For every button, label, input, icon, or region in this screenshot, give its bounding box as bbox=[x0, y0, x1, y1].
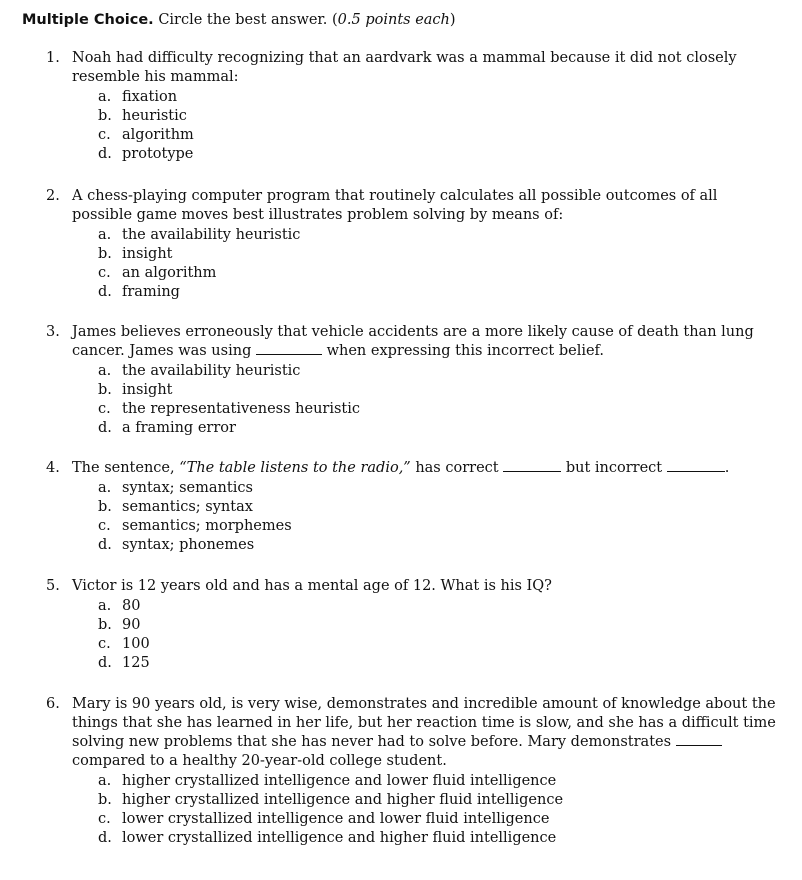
question-text: Victor is 12 years old and has a mental age of 12. What is his IQ? bbox=[72, 578, 552, 594]
option-c[interactable]: c. an algorithm bbox=[98, 265, 217, 281]
question-6 bbox=[46, 695, 786, 848]
option-a[interactable]: a. higher crystallized intelligence and lower fluid intelligence bbox=[98, 773, 557, 789]
option-b[interactable]: b. insight bbox=[98, 382, 173, 398]
answer-blank bbox=[256, 342, 322, 355]
question-number: 2. bbox=[46, 188, 60, 204]
option-b[interactable]: b. 90 bbox=[98, 617, 141, 633]
option-list bbox=[98, 772, 786, 848]
option-list bbox=[98, 362, 786, 438]
option-d[interactable]: d. syntax; phonemes bbox=[98, 537, 255, 553]
option-c[interactable]: c. algorithm bbox=[98, 127, 194, 143]
section-title: Multiple Choice. bbox=[22, 12, 154, 28]
question-text: A chess-playing computer program that routinely calculates all possible outcomes of all possible game moves best illustrates problem solving by means of: bbox=[72, 188, 718, 223]
option-list bbox=[98, 88, 786, 164]
answer-blank-2 bbox=[667, 459, 725, 472]
option-d[interactable]: d. framing bbox=[98, 284, 180, 300]
points-open: ( bbox=[332, 12, 338, 28]
question-1 bbox=[46, 49, 786, 164]
question-3 bbox=[46, 323, 786, 438]
points-note: 0.5 points each bbox=[337, 12, 450, 28]
option-c[interactable]: c. lower crystallized intelligence and lower fluid intelligence bbox=[98, 811, 550, 827]
question-number: 3. bbox=[46, 324, 60, 340]
option-list bbox=[98, 597, 786, 673]
section-header bbox=[22, 10, 456, 30]
option-a[interactable]: a. 80 bbox=[98, 598, 141, 614]
answer-blank-1 bbox=[503, 459, 561, 472]
question-number: 4. bbox=[46, 460, 60, 476]
option-a[interactable]: a. the availability heuristic bbox=[98, 363, 301, 379]
option-a[interactable]: a. the availability heuristic bbox=[98, 227, 301, 243]
question-text: Mary is 90 years old, is very wise, demonstrates and incredible amount of knowledge about the things that she has learned in her life, but her reaction time is slow, and she has a difficult time solving new problems that she has never had to solve before. Mary demonstrates compared to a healthy 20-year-old college student. bbox=[72, 696, 776, 769]
option-b[interactable]: b. higher crystallized intelligence and higher fluid intelligence bbox=[98, 792, 564, 808]
section-instruction: Circle the best answer. bbox=[158, 12, 328, 28]
option-d[interactable]: d. 125 bbox=[98, 655, 150, 671]
option-b[interactable]: b. insight bbox=[98, 246, 173, 262]
question-number: 5. bbox=[46, 578, 60, 594]
option-d[interactable]: d. lower crystallized intelligence and higher fluid intelligence bbox=[98, 830, 557, 846]
option-a[interactable]: a. fixation bbox=[98, 89, 178, 105]
option-c[interactable]: c. the representativeness heuristic bbox=[98, 401, 360, 417]
question-text: James believes erroneously that vehicle accidents are a more likely cause of death than lung cancer. James was using when expressing this incorrect belief. bbox=[72, 324, 754, 359]
option-b[interactable]: b. semantics; syntax bbox=[98, 499, 253, 515]
option-b[interactable]: b. heuristic bbox=[98, 108, 187, 124]
question-text: Noah had difficulty recognizing that an aardvark was a mammal because it did not closely resemble his mammal: bbox=[72, 50, 737, 85]
question-4 bbox=[46, 459, 786, 555]
question-2 bbox=[46, 187, 786, 302]
option-d[interactable]: d. prototype bbox=[98, 146, 194, 162]
question-number: 6. bbox=[46, 696, 60, 712]
option-list bbox=[98, 479, 786, 555]
option-d[interactable]: d. a framing error bbox=[98, 420, 236, 436]
answer-blank bbox=[676, 733, 722, 746]
option-a[interactable]: a. syntax; semantics bbox=[98, 480, 253, 496]
question-text: The sentence, “The table listens to the radio,” has correct but incorrect . bbox=[72, 460, 730, 476]
option-list bbox=[98, 226, 786, 302]
option-c[interactable]: c. 100 bbox=[98, 636, 150, 652]
question-number: 1. bbox=[46, 50, 60, 66]
option-c[interactable]: c. semantics; morphemes bbox=[98, 518, 292, 534]
points-close: ) bbox=[449, 12, 456, 28]
question-5 bbox=[46, 577, 786, 673]
